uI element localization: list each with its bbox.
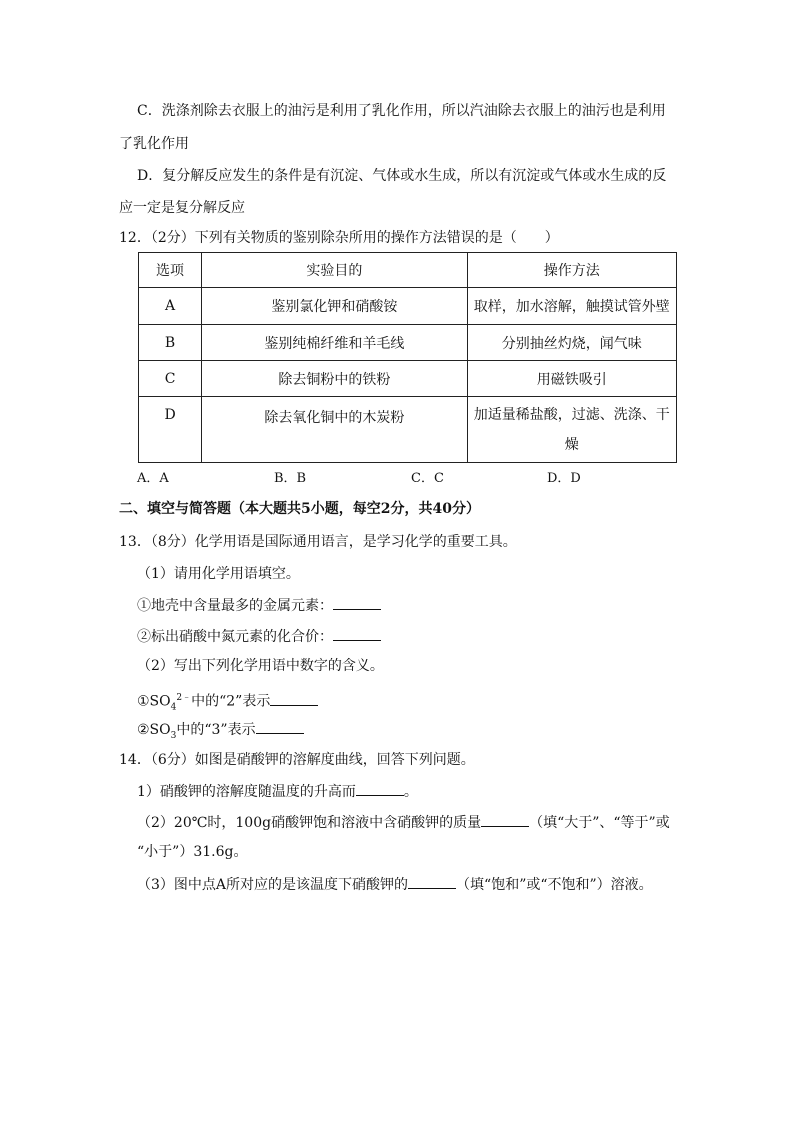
row-option: C xyxy=(139,361,202,397)
q14-part1-end: 。 xyxy=(403,784,418,800)
q14-part3-text-a: （3）图中点A所对应的是该温度下硝酸钾的 xyxy=(137,877,409,893)
q12-choice-a: A．A xyxy=(137,471,169,486)
q14-part2-line1 xyxy=(137,812,670,833)
q13-item3 xyxy=(137,688,318,717)
answer-blank[interactable] xyxy=(333,626,381,641)
answer-blank[interactable] xyxy=(408,874,456,889)
q14-part3-text-b: （填“饱和”或“不饱和”）溶液。 xyxy=(456,877,653,893)
q13-stem: 13．（8分）化学用语是国际通用语言，是学习化学的重要工具。 xyxy=(119,534,517,550)
q14-part3 xyxy=(137,874,653,895)
q12-choice-c: C．C xyxy=(411,471,444,486)
q13-item1-text: ①地壳中含量最多的金属元素： xyxy=(137,598,333,614)
answer-blank[interactable] xyxy=(481,812,529,827)
q11-option-d-line1: D．复分解反应发生的条件是有沉淀、气体或水生成，所以有沉淀或气体或水生成的反 xyxy=(137,168,667,184)
header-purpose: 实验目的 xyxy=(202,253,467,288)
q13-item3-superscript: 2﹣ xyxy=(176,693,192,703)
answer-blank[interactable] xyxy=(256,719,304,734)
q13-item2 xyxy=(137,626,381,647)
row-option: B xyxy=(139,325,202,361)
q11-option-d-line2: 应一定是复分解反应 xyxy=(119,200,245,216)
q13-item4 xyxy=(137,719,304,746)
q13-part2: （2）写出下列化学用语中数字的含义。 xyxy=(137,658,384,674)
row-method: 加适量稀盐酸，过滤、洗涤、干燥 xyxy=(467,397,676,463)
q13-item3-prefix: ①SO xyxy=(137,693,171,710)
q13-part1: （1）请用化学用语填空。 xyxy=(137,566,300,582)
row-option: A xyxy=(139,288,202,325)
q14-part1 xyxy=(137,781,418,802)
row-purpose: 鉴别纯棉纤维和羊毛线 xyxy=(202,325,467,361)
row-method: 分别抽丝灼烧，闻气味 xyxy=(467,325,676,361)
q13-item3-suffix: 中的“2”表示 xyxy=(191,693,271,710)
row-purpose: 鉴别氯化钾和硝酸铵 xyxy=(202,288,467,325)
q12-options-table xyxy=(138,252,677,463)
table-row xyxy=(139,397,677,463)
table-header-row xyxy=(139,253,677,288)
q13-item1 xyxy=(137,595,381,616)
row-method: 取样，加水溶解，触摸试管外壁 xyxy=(467,288,676,325)
q14-part2-line2: “小于”）31.6g。 xyxy=(137,844,248,860)
row-method: 用磁铁吸引 xyxy=(467,361,676,397)
row-purpose: 除去铜粉中的铁粉 xyxy=(202,361,467,397)
q11-option-c-line2: 了乳化作用 xyxy=(119,136,189,152)
q12-stem: 12．（2分）下列有关物质的鉴别除杂所用的操作方法错误的是（ ） xyxy=(119,230,559,246)
q12-choice-d: D．D xyxy=(547,471,581,486)
q13-item4-suffix: 中的“3”表示 xyxy=(176,722,256,738)
answer-blank[interactable] xyxy=(270,691,318,706)
row-option: D xyxy=(139,397,202,463)
table-row xyxy=(139,325,677,361)
q14-part2-text-b: （填“大于”、“等于”或 xyxy=(529,815,670,831)
q14-part2-text-a: （2）20℃时，100g硝酸钾饱和溶液中含硝酸钾的质量 xyxy=(137,815,482,831)
q13-item4-prefix: ②SO xyxy=(137,722,171,738)
row-purpose: 除去氧化铜中的木炭粉 xyxy=(202,397,467,463)
answer-blank[interactable] xyxy=(333,595,381,610)
header-option: 选项 xyxy=(139,253,202,288)
section-2-title: 二、填空与简答题（本大题共5小题，每空2分，共40分） xyxy=(119,501,480,517)
q14-stem: 14．（6分）如图是硝酸钾的溶解度曲线，回答下列问题。 xyxy=(119,752,475,768)
q13-item2-text: ②标出硝酸中氮元素的化合价： xyxy=(137,629,333,645)
answer-blank[interactable] xyxy=(356,781,404,796)
q14-part1-text: 1）硝酸钾的溶解度随温度的升高而 xyxy=(137,784,356,800)
table-row xyxy=(139,361,677,397)
q12-choice-b: B．B xyxy=(274,471,307,486)
q13-item3-subscript: 4 xyxy=(170,702,177,713)
q11-option-c-line1: C．洗涤剂除去衣服上的油污是利用了乳化作用，所以汽油除去衣服上的油污也是利用 xyxy=(137,103,666,119)
header-method: 操作方法 xyxy=(467,253,676,288)
table-row xyxy=(139,288,677,325)
q13-item4-subscript: 3 xyxy=(170,730,177,741)
